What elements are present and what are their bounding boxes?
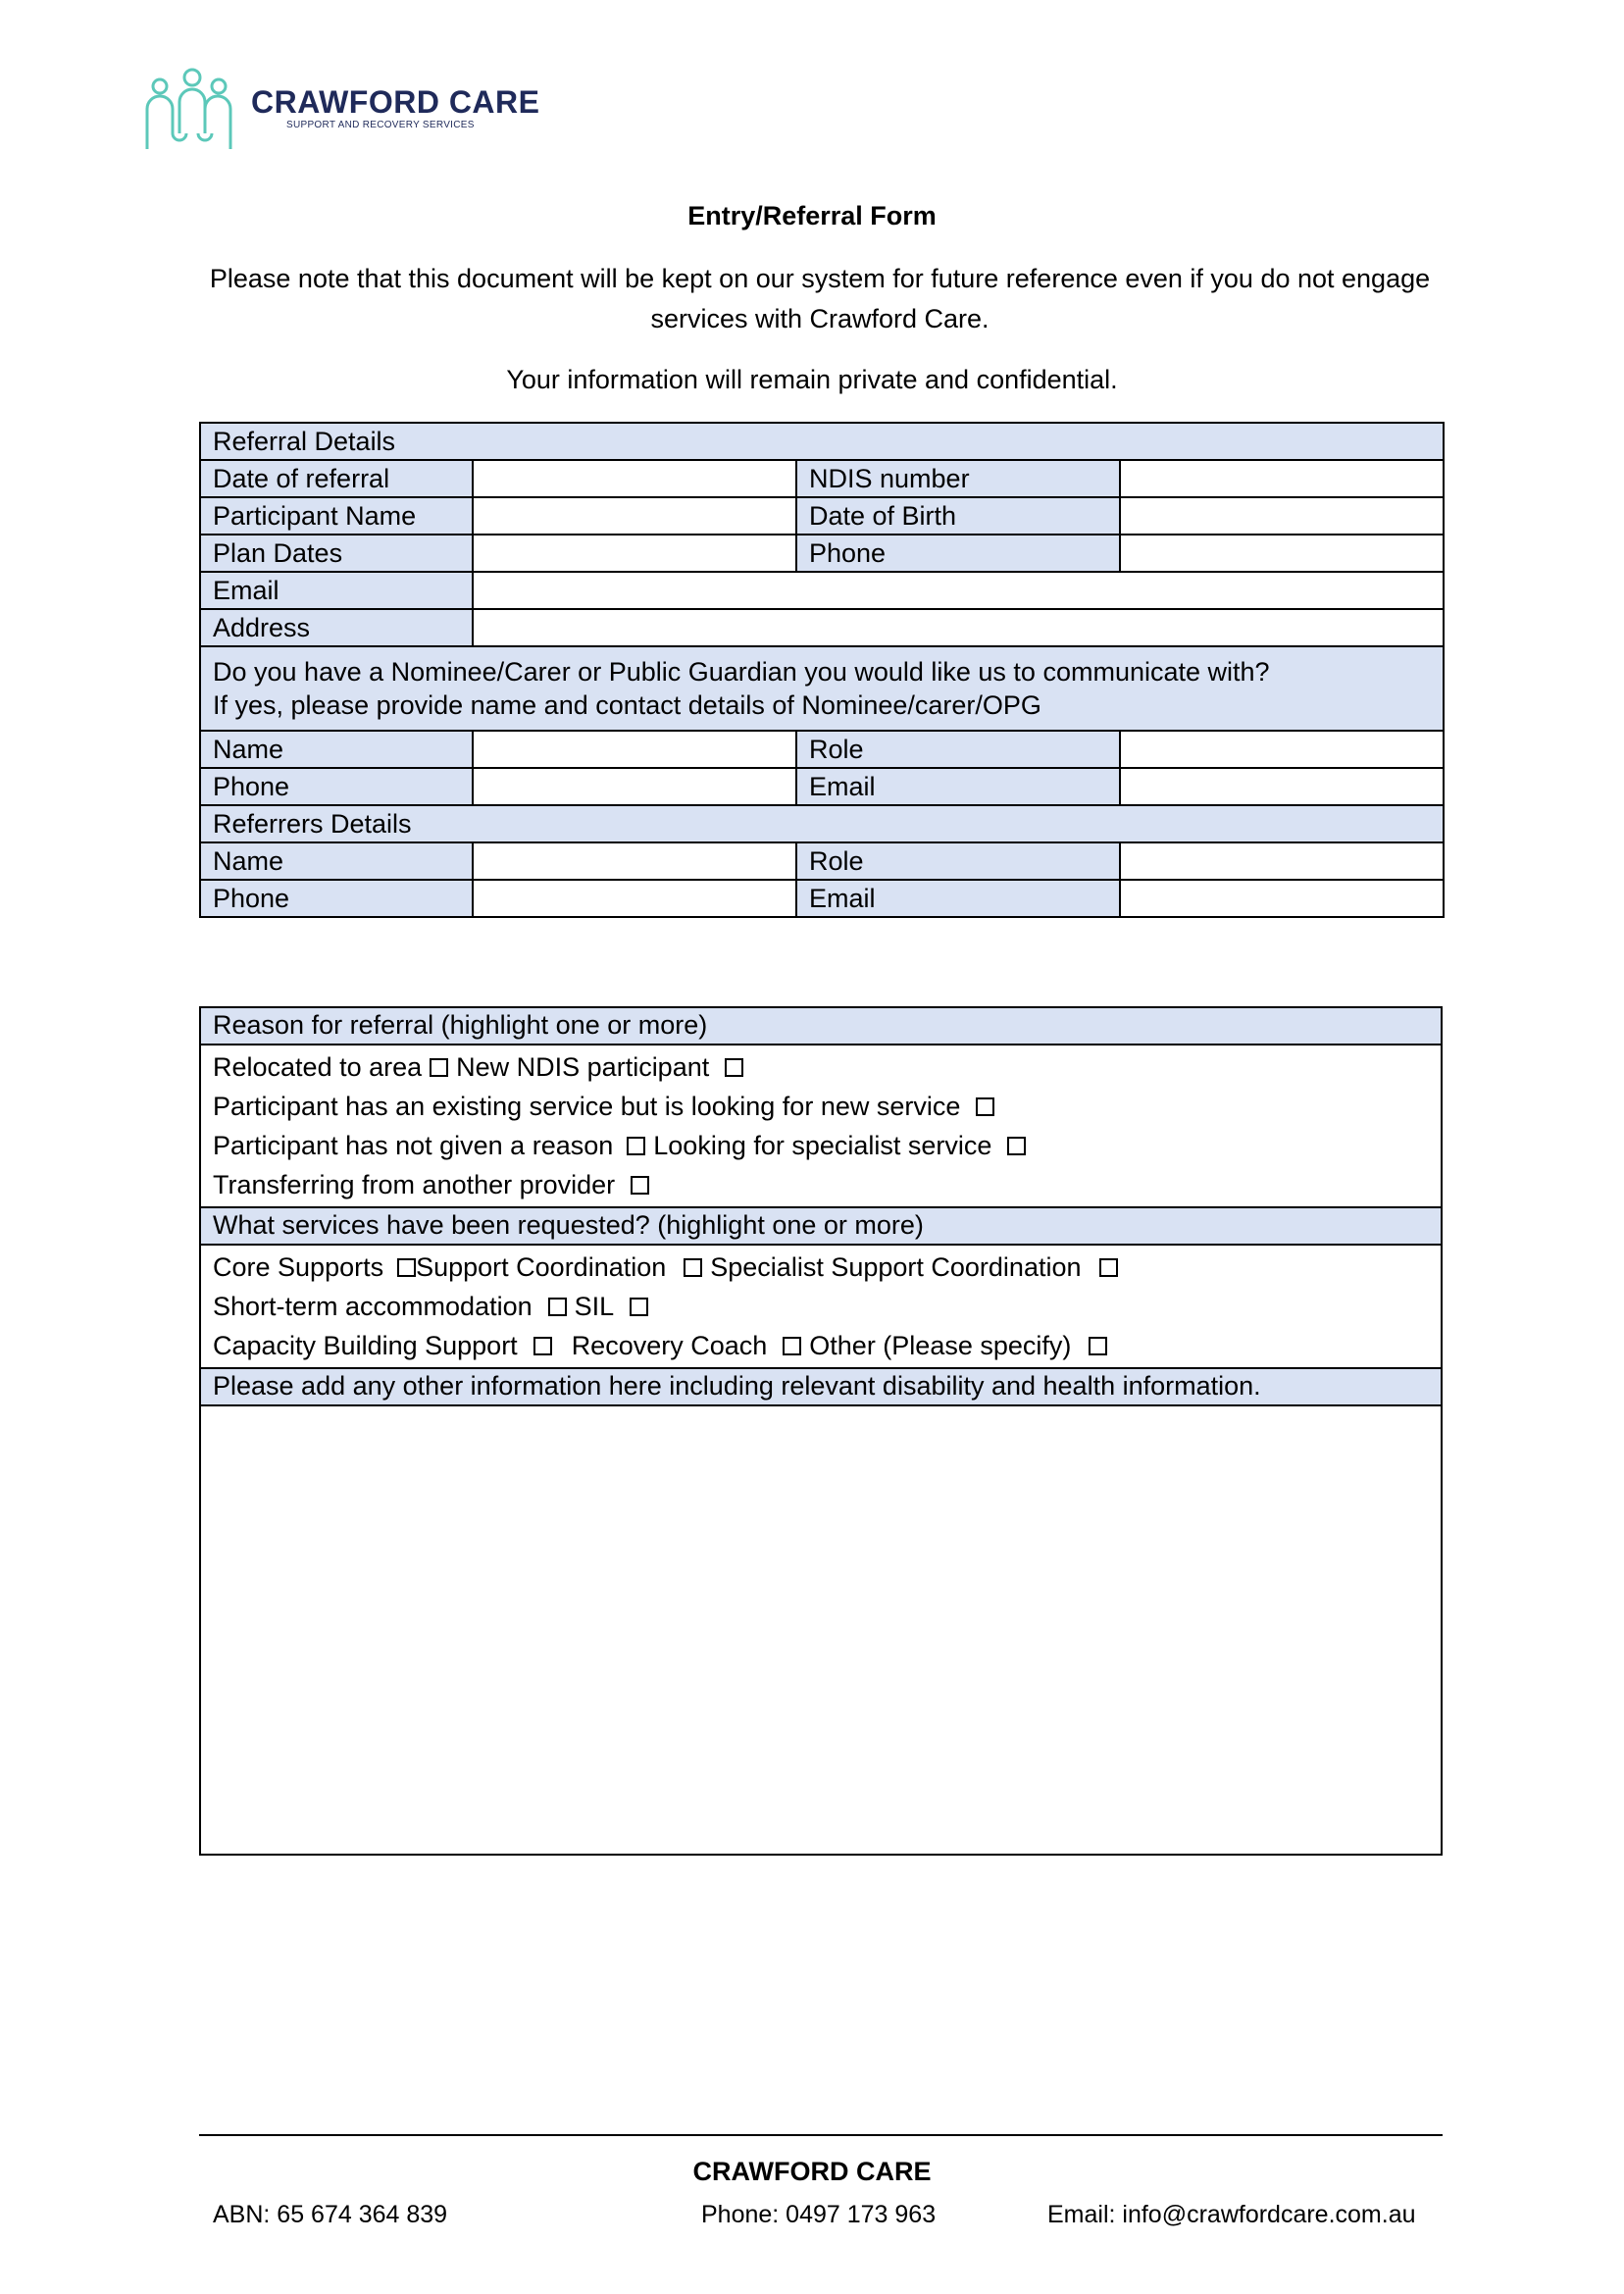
no-reason-label: Participant has not given a reason bbox=[213, 1131, 614, 1160]
list-item bbox=[213, 1248, 1429, 1287]
specialist-service-label: Looking for specialist service bbox=[653, 1131, 992, 1160]
list-item bbox=[213, 1126, 1429, 1165]
reason-header: Reason for referral (highlight one or more) bbox=[200, 1007, 1442, 1045]
short-term-accommodation-label: Short-term accommodation bbox=[213, 1292, 533, 1321]
core-supports-label: Core Supports bbox=[213, 1252, 384, 1282]
email-field[interactable] bbox=[473, 572, 1444, 609]
address-field[interactable] bbox=[473, 609, 1444, 646]
support-coordination-checkbox[interactable] bbox=[684, 1258, 702, 1277]
date-of-birth-field[interactable] bbox=[1120, 497, 1444, 535]
nominee-email-field[interactable] bbox=[1120, 768, 1444, 805]
brand-name: CRAWFORD CARE bbox=[251, 84, 540, 120]
new-ndis-label: New NDIS participant bbox=[456, 1052, 710, 1082]
table-row bbox=[200, 805, 1444, 842]
people-logo-icon bbox=[143, 65, 241, 153]
other-specify-label: Other (Please specify) bbox=[809, 1331, 1072, 1360]
address-label: Address bbox=[200, 609, 473, 646]
table-row bbox=[200, 731, 1444, 768]
other-specify-checkbox[interactable] bbox=[1089, 1337, 1107, 1355]
nominee-phone-label: Phone bbox=[200, 768, 473, 805]
capacity-building-checkbox[interactable] bbox=[533, 1337, 552, 1355]
nominee-name-label: Name bbox=[200, 731, 473, 768]
plan-dates-field[interactable] bbox=[473, 535, 796, 572]
table-row bbox=[200, 880, 1444, 917]
table-row bbox=[200, 572, 1444, 609]
services-header: What services have been requested? (highlight one or more) bbox=[200, 1207, 1442, 1245]
nominee-name-field[interactable] bbox=[473, 731, 796, 768]
date-of-birth-label: Date of Birth bbox=[796, 497, 1120, 535]
table-row bbox=[200, 768, 1444, 805]
footer-phone: Phone: 0497 173 963 bbox=[701, 2201, 937, 2228]
ndis-number-field[interactable] bbox=[1120, 460, 1444, 497]
specialist-service-checkbox[interactable] bbox=[1007, 1137, 1026, 1155]
footer-company-name: CRAWFORD CARE bbox=[692, 2157, 932, 2186]
ndis-number-label: NDIS number bbox=[796, 460, 1120, 497]
core-supports-checkbox[interactable] bbox=[397, 1258, 416, 1277]
referrers-details-header: Referrers Details bbox=[200, 805, 1444, 842]
referrer-role-label: Role bbox=[796, 842, 1120, 880]
referral-details-table bbox=[199, 422, 1445, 918]
list-item bbox=[213, 1165, 1429, 1204]
nominee-role-label: Role bbox=[796, 731, 1120, 768]
other-info-header: Please add any other information here including relevant disability and health information. bbox=[200, 1368, 1442, 1405]
sil-label: SIL bbox=[574, 1292, 615, 1321]
referrer-email-field[interactable] bbox=[1120, 880, 1444, 917]
list-item bbox=[213, 1087, 1429, 1126]
referral-details-header: Referral Details bbox=[200, 423, 1444, 460]
table-row bbox=[200, 497, 1444, 535]
other-info-field[interactable] bbox=[200, 1405, 1442, 1855]
referrer-role-field[interactable] bbox=[1120, 842, 1444, 880]
referral-reasons-table bbox=[199, 1006, 1443, 1856]
date-of-referral-field[interactable] bbox=[473, 460, 796, 497]
recovery-coach-label: Recovery Coach bbox=[571, 1331, 768, 1360]
table-row bbox=[200, 842, 1444, 880]
specialist-coordination-label: Specialist Support Coordination bbox=[710, 1252, 1082, 1282]
footer-divider bbox=[199, 2134, 1443, 2136]
nominee-question-cell bbox=[200, 646, 1444, 731]
transferring-checkbox[interactable] bbox=[631, 1176, 649, 1195]
relocated-checkbox[interactable] bbox=[430, 1058, 448, 1077]
footer-email: Email: info@crawfordcare.com.au bbox=[1047, 2201, 1416, 2228]
phone-field[interactable] bbox=[1120, 535, 1444, 572]
nominee-instruction: If yes, please provide name and contact details of Nominee/carer/OPG bbox=[213, 690, 1041, 720]
relocated-label: Relocated to area bbox=[213, 1052, 423, 1082]
list-item bbox=[213, 1287, 1429, 1326]
support-coordination-label: Support Coordination bbox=[416, 1252, 667, 1282]
short-term-accommodation-checkbox[interactable] bbox=[548, 1298, 567, 1316]
list-item bbox=[213, 1047, 1429, 1087]
recovery-coach-checkbox[interactable] bbox=[783, 1337, 801, 1355]
specialist-coordination-checkbox[interactable] bbox=[1099, 1258, 1118, 1277]
referrer-phone-field[interactable] bbox=[473, 880, 796, 917]
transferring-label: Transferring from another provider bbox=[213, 1170, 616, 1199]
referrer-email-label: Email bbox=[796, 880, 1120, 917]
existing-service-label: Participant has an existing service but is looking for new service bbox=[213, 1092, 961, 1121]
footer-abn: ABN: 65 674 364 839 bbox=[213, 2201, 448, 2228]
participant-name-label: Participant Name bbox=[200, 497, 473, 535]
brand-tagline: SUPPORT AND RECOVERY SERVICES bbox=[286, 120, 475, 130]
table-row bbox=[200, 535, 1444, 572]
no-reason-checkbox[interactable] bbox=[627, 1137, 645, 1155]
participant-name-field[interactable] bbox=[473, 497, 796, 535]
reason-options bbox=[200, 1045, 1442, 1207]
table-row bbox=[200, 460, 1444, 497]
nominee-email-label: Email bbox=[796, 768, 1120, 805]
confidentiality-notice: Your information will remain private and confidential. bbox=[506, 365, 1118, 394]
date-of-referral-label: Date of referral bbox=[200, 460, 473, 497]
nominee-question: Do you have a Nominee/Carer or Public Guardian you would like us to communicate with? bbox=[213, 657, 1270, 687]
list-item bbox=[213, 1326, 1429, 1365]
retention-notice: Please note that this document will be kept on our system for future reference even if you do not engage services with Crawford Care. bbox=[209, 264, 1431, 333]
crawford-care-logo bbox=[143, 65, 540, 153]
sil-checkbox[interactable] bbox=[630, 1298, 648, 1316]
form-title: Entry/Referral Form bbox=[687, 201, 937, 230]
new-ndis-checkbox[interactable] bbox=[725, 1058, 743, 1077]
plan-dates-label: Plan Dates bbox=[200, 535, 473, 572]
service-options bbox=[200, 1245, 1442, 1368]
existing-service-checkbox[interactable] bbox=[976, 1097, 994, 1116]
email-label: Email bbox=[200, 572, 473, 609]
table-row bbox=[200, 609, 1444, 646]
referrer-name-label: Name bbox=[200, 842, 473, 880]
capacity-building-label: Capacity Building Support bbox=[213, 1331, 518, 1360]
phone-label: Phone bbox=[796, 535, 1120, 572]
nominee-phone-field[interactable] bbox=[473, 768, 796, 805]
referrer-name-field[interactable] bbox=[473, 842, 796, 880]
referrer-phone-label: Phone bbox=[200, 880, 473, 917]
nominee-role-field[interactable] bbox=[1120, 731, 1444, 768]
table-row bbox=[200, 646, 1444, 731]
